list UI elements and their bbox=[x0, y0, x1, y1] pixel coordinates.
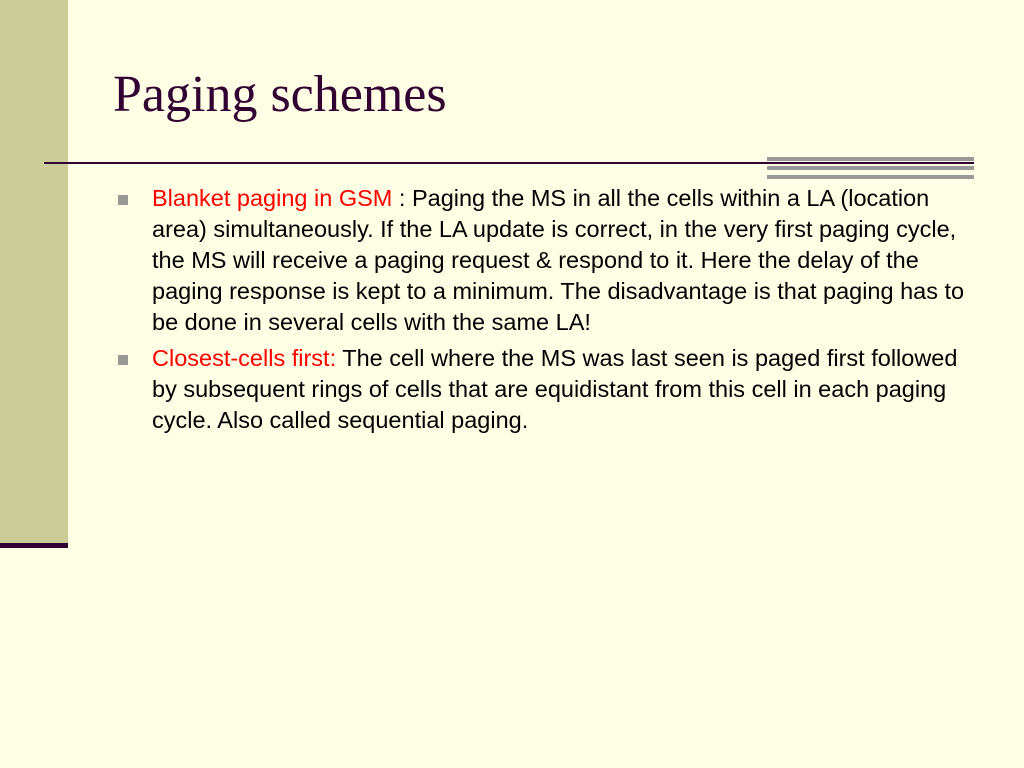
left-sidebar-underline bbox=[0, 543, 68, 548]
left-sidebar-bar bbox=[0, 0, 68, 545]
bullet-list bbox=[115, 183, 975, 441]
bullet-item-closest-cells bbox=[115, 343, 975, 436]
square-bullet-icon bbox=[118, 355, 128, 365]
bullet-text: : Paging the MS in all the cells within a LA (location area) simultaneously. If the LA update is correct, in the very first paging cycle, the MS will receive a paging request & respond to it. Here the delay of the paging response is kept to a minimum. The disadvantage is that paging has to be done in several cells with the same LA! bbox=[152, 185, 965, 335]
bullet-term: Blanket paging in GSM bbox=[152, 185, 399, 211]
bullet-text: The cell where the MS was last seen is paged first followed by subsequent rings of cells that are equidistant from this cell in each paging cycle. Also called sequential paging. bbox=[152, 345, 958, 433]
title-divider-accent bbox=[767, 157, 974, 179]
bullet-term: Closest-cells first: bbox=[152, 345, 337, 371]
square-bullet-icon bbox=[118, 195, 128, 205]
slide-title: Paging schemes bbox=[113, 66, 447, 123]
bullet-item-blanket-paging bbox=[115, 183, 975, 338]
